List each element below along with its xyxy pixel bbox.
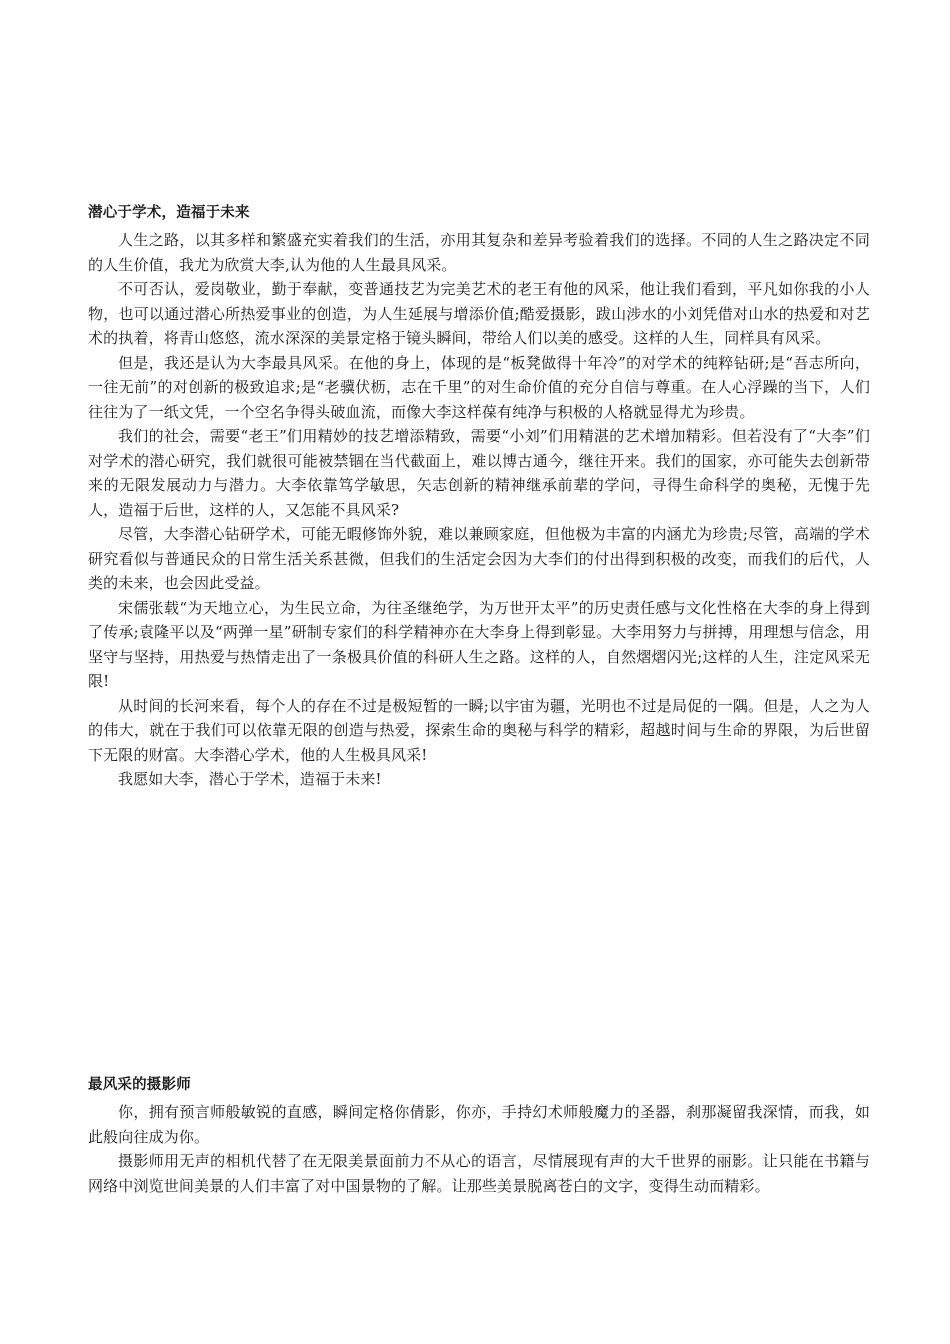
essay-1-title: 潜心于学术，造福于未来 — [88, 205, 250, 221]
essay-1-paragraph-4: 我们的社会，需要“老王”们用精妙的技艺增添精致，需要“小刘”们用精湛的艺术增加精彩。但若没有了“大李”们对学术的潜心研究，我们就很可能被禁锢在当代截面上，难以博古通今，继往开来。我们的国家，亦可能失去创新带来的无限发展动力与潜力。大李依靠笃学敏思，矢志创新的精神继承前辈的学问，寻得生命科学的奥秘，无愧于先人，造福于后世，这样的人，又怎能不具风采? — [88, 427, 870, 519]
essay-1-paragraph-5: 尽管，大李潜心钻研学术，可能无暇修饰外貌，难以兼顾家庭，但他极为丰富的内涵尤为珍贵;尽管，高端的学术研究看似与普通民众的日常生活关系甚微，但我们的生活定会因为大李们的付出得到积极的改变，而我们的后代，人类的未来，也会因此受益。 — [88, 525, 870, 592]
essay-1-paragraph-7: 从时间的长河来看，每个人的存在不过是极短暂的一瞬;以宇宙为疆，光明也不过是局促的一隅。但是，人之为人的伟大，就在于我们可以依靠无限的创造与热爱，探索生命的奥秘与科学的精彩，超越时间与生命的界限，为后世留下无限的财富。大李潜心学术，他的人生极具风采! — [88, 696, 870, 764]
essay-2-paragraph-2: 摄影师用无声的相机代替了在无限美景面前力不从心的语言，尽情展现有声的大千世界的丽影。让只能在书籍与网络中浏览世间美景的人们丰富了对中国景物的了解。让那些美景脱离苍白的文字，变得生动而精彩。 — [88, 1152, 870, 1195]
essay-2-title: 最风采的摄影师 — [88, 1077, 191, 1093]
essay-1-paragraph-6: 宋儒张载“为天地立心，为生民立命，为往圣继绝学，为万世开太平”的历史责任感与文化性格在大李的身上得到了传承;袁隆平以及“两弹一星”研制专家们的科学精神亦在大李身上得到彰显。大李用努力与拼搏，用理想与信念，用坚守与坚持，用热爱与热情走出了一条极具价值的科研人生之路。这样的人，自然熠熠闪光;这样的人生，注定风采无限! — [88, 598, 870, 690]
essay-1-paragraph-2: 不可否认，爱岗敬业，勤于奉献，变普通技艺为完美艺术的老王有他的风采，他让我们看到，平凡如你我的小人物，也可以通过潜心所热爱事业的创造，为人生延展与增添价值;酷爱摄影，跋山涉水的小刘凭借对山水的热爱和对艺术的执着，将青山悠悠，流水深深的美景定格于镜头瞬间，带给人们以美的感受。这样的人生，同样具有风采。 — [88, 280, 870, 347]
essay-1-paragraph-8: 我愿如大李，潜心于学术，造福于未来! — [118, 770, 382, 788]
essay-2-paragraph-1: 你，拥有预言师般敏锐的直感，瞬间定格你倩影，你亦，手持幻术师般魔力的圣器，刹那凝留我深情，而我，如此般向往成为你。 — [88, 1103, 870, 1146]
essay-1-paragraph-1: 人生之路，以其多样和繁盛充实着我们的生活，亦用其复杂和差异考验着我们的选择。不同的人生之路决定不同的人生价值，我尤为欣赏大李,认为他的人生最具风采。 — [88, 231, 870, 274]
essay-1-paragraph-3: 但是，我还是认为大李最具风采。在他的身上，体现的是“板凳做得十年冷”的对学术的纯粹钻研;是“吾志所向，一往无前”的对创新的极致追求;是“老骥伏枥，志在千里”的对生命价值的充分自信与尊重。在人心浮躁的当下，人们往往为了一纸文凭，一个空名争得头破血流，而像大李这样葆有纯净与积极的人格就显得尤为珍贵。 — [88, 353, 870, 421]
essay-2 — [88, 1075, 870, 1198]
essay-1 — [88, 203, 870, 792]
